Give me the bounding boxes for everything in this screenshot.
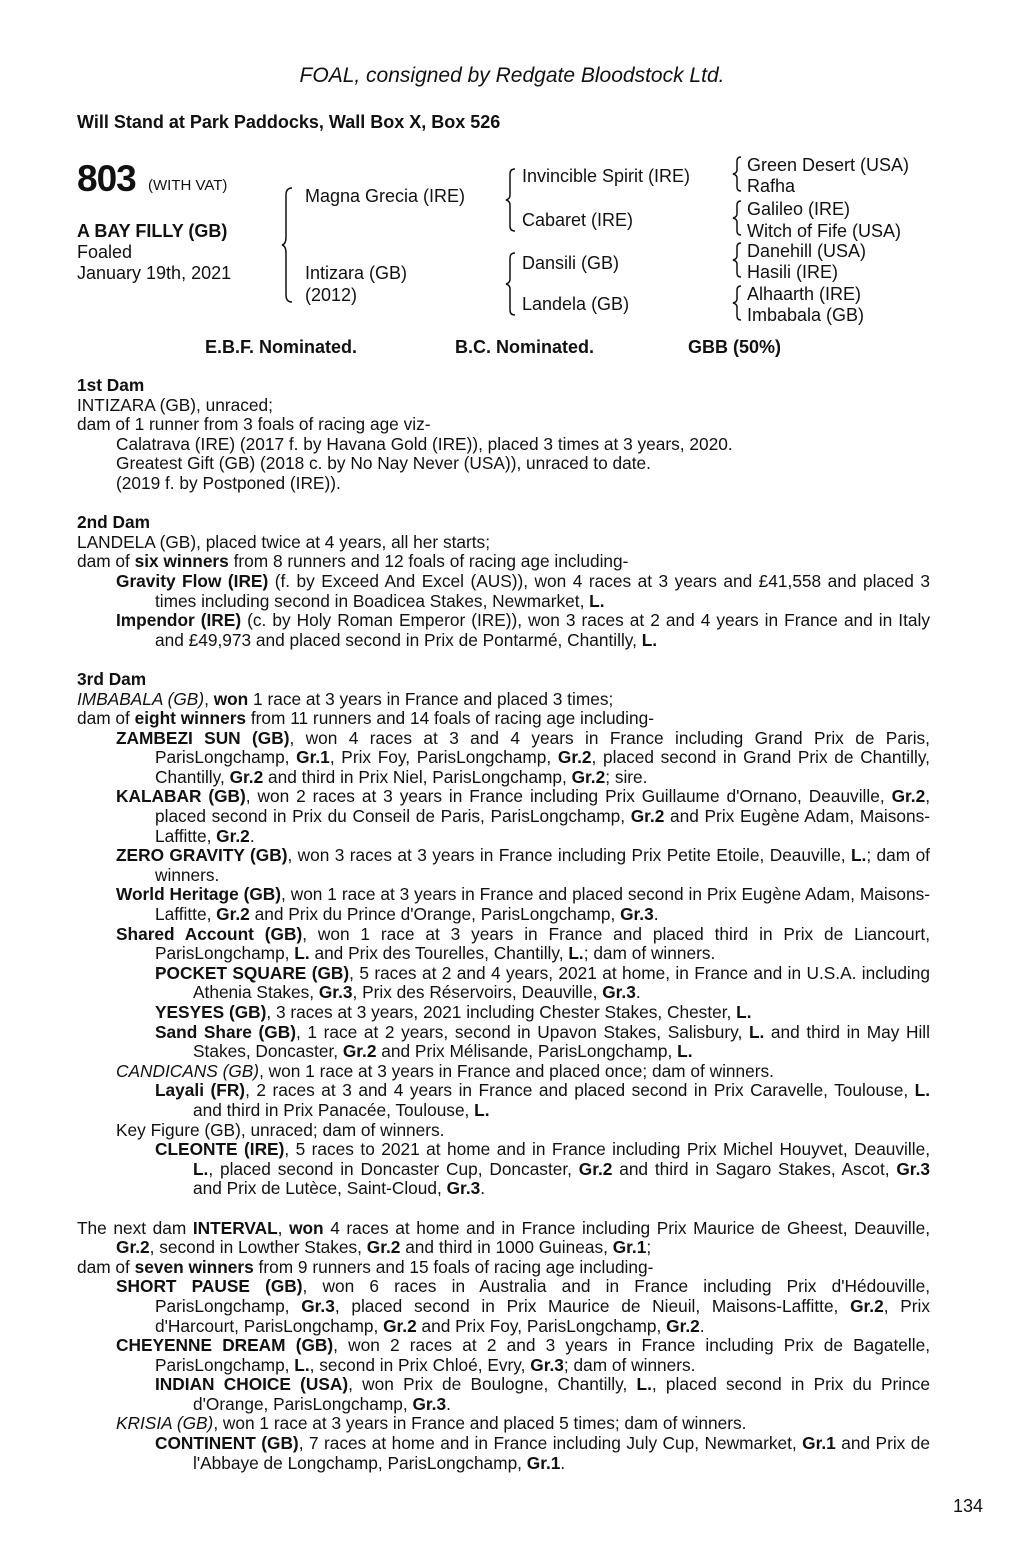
bold-text: L. bbox=[677, 1041, 693, 1062]
dam-brace-icon bbox=[506, 252, 518, 316]
entry-text: INTIZARA (GB), unraced; bbox=[77, 394, 273, 415]
entry-text: , 1 race at 2 years, second in Upavon Stakes, Salisbury, bbox=[295, 1021, 749, 1042]
produce-entry bbox=[77, 552, 930, 572]
bold-text: YESYES (GB) bbox=[155, 1002, 267, 1022]
produce-entry bbox=[77, 435, 930, 455]
entry-text: , second in Lowther Stakes, bbox=[149, 1237, 367, 1258]
entry-text: from 9 runners and 15 foals of racing age including- bbox=[253, 1256, 654, 1277]
produce-entry bbox=[77, 474, 930, 494]
section-heading: 3rd Dam bbox=[77, 668, 147, 689]
entry-text: , placed second in Prix Maurice de Nieuil, Maisons-Laffitte, bbox=[334, 1295, 851, 1316]
bold-text: Gr.2 bbox=[666, 1315, 700, 1336]
entry-text: , bbox=[277, 1217, 290, 1238]
page-number: 134 bbox=[953, 1496, 984, 1516]
great-grandparent: Rafha bbox=[747, 176, 796, 196]
bold-text: Gr.1 bbox=[612, 1237, 647, 1258]
gg-brace-icon bbox=[732, 285, 744, 321]
entry-text: . bbox=[480, 1178, 486, 1199]
entry-text: , 5 races to 2021 at home and in France including Prix Michel Houyvet, Deauville, bbox=[284, 1139, 930, 1160]
entry-text: LANDELA (GB), placed twice at 4 years, all her starts; bbox=[77, 531, 490, 552]
produce-entry bbox=[77, 415, 930, 435]
entry-text: and third in Sagaro Stakes, Ascot, bbox=[612, 1158, 897, 1179]
great-grandparent: Alhaarth (IRE) bbox=[747, 284, 862, 304]
bold-text: Gr.2 bbox=[850, 1295, 884, 1316]
produce-entry bbox=[77, 729, 930, 788]
great-grandparent: Hasili (IRE) bbox=[747, 262, 839, 282]
produce-entry bbox=[77, 709, 930, 729]
stand-location: Will Stand at Park Paddocks, Wall Box X, Box 526 bbox=[77, 112, 501, 132]
produce-entry bbox=[77, 611, 930, 650]
entry-text: dam of bbox=[77, 551, 135, 572]
entry-text: and Prix Foy, ParisLongchamp, bbox=[416, 1315, 667, 1336]
produce-entry bbox=[77, 690, 930, 710]
bold-text: L. bbox=[748, 1021, 765, 1042]
produce-entry bbox=[77, 925, 930, 964]
bold-text: Gr.2 bbox=[630, 806, 665, 827]
entry-text: , placed second in Prix du Prince d'Orange, ParisLongchamp, bbox=[193, 1374, 930, 1414]
entry-text: , placed second in Grand Prix de Chantilly, Chantilly, bbox=[155, 747, 930, 787]
entry-text: Greatest Gift (GB) (2018 c. by No Nay Never (USA)), unraced to date. bbox=[116, 453, 651, 474]
sire-brace-icon bbox=[506, 168, 518, 232]
bold-text: Shared Account (GB) bbox=[116, 923, 303, 944]
bold-text: L. bbox=[193, 1158, 209, 1179]
entry-text: . bbox=[249, 825, 255, 846]
produce-entry bbox=[77, 846, 930, 885]
foaled-label: Foaled bbox=[77, 242, 133, 262]
entry-text: , placed second in Prix du Conseil de Paris, ParisLongchamp, bbox=[155, 786, 931, 827]
produce-entry bbox=[77, 1434, 930, 1473]
produce-entry bbox=[77, 396, 930, 416]
entry-text: , won 1 race at 3 years in France and placed once; dam of winners. bbox=[259, 1060, 774, 1081]
produce-entry bbox=[77, 1121, 930, 1141]
entry-text: from 11 runners and 14 foals of racing age including- bbox=[246, 708, 654, 729]
entry-text: , won 2 races at 2 and 3 years in France including Prix de Bagatelle, ParisLongchamp, bbox=[155, 1335, 930, 1375]
entry-text: dam of 1 runner from 3 foals of racing age viz- bbox=[77, 414, 431, 435]
entry-text: (f. by Exceed And Excel (AUS)), won 4 races at 3 years and £41,558 and placed 3 times including second in Boadicea Stakes, Newmarket, bbox=[155, 570, 930, 611]
entry-text: . bbox=[560, 1452, 566, 1473]
consignor-title: FOAL, consigned by Redgate Bloodstock Ltd. bbox=[299, 64, 725, 87]
entry-text: Calatrava (IRE) (2017 f. by Havana Gold (IRE)), placed 3 times at 3 years, 2020. bbox=[116, 433, 733, 454]
bold-text: SHORT PAUSE (GB) bbox=[116, 1276, 303, 1297]
produce-entry bbox=[77, 1277, 930, 1336]
bold-text: L. bbox=[914, 1080, 930, 1101]
bold-text: Gr.3 bbox=[530, 1354, 564, 1375]
bold-text: Gr.1 bbox=[802, 1433, 836, 1454]
bold-text: seven winners bbox=[134, 1256, 254, 1277]
bold-text: CONTINENT (GB) bbox=[155, 1433, 299, 1454]
gg-brace-icon bbox=[732, 242, 744, 278]
italic-text: IMBABALA (GB) bbox=[77, 688, 205, 709]
bold-text: INTERVAL bbox=[192, 1217, 278, 1238]
bold-text: INDIAN CHOICE (USA) bbox=[155, 1374, 349, 1395]
entry-text: ; sire. bbox=[605, 766, 648, 787]
bold-text: Gr.1 bbox=[296, 747, 330, 768]
entry-text: and Prix du Prince d'Orange, ParisLongchamp, bbox=[249, 904, 621, 925]
entry-text: , 3 races at 3 years, 2021 including Chester Stakes, Chester, bbox=[266, 1002, 737, 1022]
bold-text: Gravity Flow (IRE) bbox=[116, 570, 269, 591]
sire: Magna Grecia (IRE) bbox=[305, 186, 466, 206]
bold-text: Gr.2 bbox=[571, 766, 606, 787]
bold-text: POCKET SQUARE (GB) bbox=[155, 962, 350, 983]
sire-sire: Invincible Spirit (IRE) bbox=[522, 166, 691, 186]
entry-text: . bbox=[653, 904, 659, 925]
produce-entry bbox=[77, 964, 930, 1003]
bold-text: Gr.3 bbox=[301, 1295, 335, 1316]
dam-section bbox=[77, 376, 930, 494]
dam-section bbox=[77, 513, 930, 650]
produce-entry bbox=[77, 572, 930, 611]
entry-text: 4 races at home and in France including Prix Maurice de Gheest, Deauville, bbox=[323, 1217, 930, 1238]
entry-text: and third in Prix Niel, ParisLongchamp, bbox=[263, 766, 572, 787]
bold-text: Layali (FR) bbox=[155, 1080, 246, 1101]
entry-text: , 2 races at 3 and 4 years in France and placed second in Prix Caravelle, Toulouse, bbox=[245, 1080, 915, 1101]
bold-text: Gr.3 bbox=[412, 1393, 447, 1414]
produce-entry bbox=[77, 1258, 930, 1278]
entry-text: and third in 1000 Guineas, bbox=[400, 1237, 613, 1258]
bold-text: Gr.3 bbox=[602, 982, 636, 1003]
gg-brace-icon bbox=[732, 200, 744, 236]
produce-entry bbox=[77, 1003, 930, 1023]
ebf-nomination: E.B.F. Nominated. bbox=[205, 337, 358, 357]
italic-text: KRISIA (GB) bbox=[116, 1413, 214, 1434]
bold-text: Gr.1 bbox=[526, 1452, 561, 1473]
bold-text: L. bbox=[294, 943, 310, 964]
bold-text: Gr.3 bbox=[446, 1178, 481, 1199]
bold-text: Gr.2 bbox=[116, 1237, 150, 1258]
entry-text: from 8 runners and 12 foals of racing age including- bbox=[228, 551, 629, 572]
produce-entry bbox=[77, 454, 930, 474]
italic-text: CANDICANS (GB) bbox=[116, 1060, 260, 1081]
entry-text: (c. by Holy Roman Emperor (IRE)), won 3 races at 2 and 4 years in France and in Italy and £49,973 and placed second in Prix de Pontarmé, Chantilly, bbox=[155, 610, 930, 650]
entry-text: and Prix Eugène Adam, Maisons-Laffitte, bbox=[155, 806, 931, 846]
bold-text: eight winners bbox=[134, 708, 247, 729]
entry-text: , bbox=[204, 688, 214, 709]
bold-text: Impendor (IRE) bbox=[116, 610, 242, 631]
produce-entry bbox=[77, 1023, 930, 1062]
bold-text: Gr.2 bbox=[557, 747, 592, 768]
entry-text: . bbox=[446, 1393, 451, 1414]
great-grandparent: Imbabala (GB) bbox=[747, 305, 865, 325]
bold-text: Gr.2 bbox=[891, 786, 926, 807]
gbb-note: GBB (50%) bbox=[688, 337, 782, 357]
great-grandparent: Green Desert (USA) bbox=[747, 155, 910, 175]
entry-text: , Prix des Réservoirs, Deauville, bbox=[352, 982, 603, 1003]
entry-text: and Prix de Lutèce, Saint-Cloud, bbox=[193, 1178, 447, 1199]
bold-text: L. bbox=[294, 1354, 310, 1375]
produce-entry bbox=[77, 787, 930, 846]
produce-entry bbox=[77, 1219, 930, 1258]
entry-text: , won 1 race at 3 years in France and placed third in Prix de Liancourt, ParisLongchamp, bbox=[155, 923, 930, 964]
lot-description: A BAY FILLY (GB) bbox=[77, 221, 228, 241]
entry-text: (2019 f. by Postponed (IRE)). bbox=[116, 472, 341, 493]
sire-dam: Cabaret (IRE) bbox=[522, 210, 634, 230]
produce-entry bbox=[77, 1081, 930, 1120]
bold-text: CHEYENNE DREAM (GB) bbox=[116, 1335, 334, 1356]
great-grandparent: Witch of Fife (USA) bbox=[747, 221, 902, 241]
bold-text: Gr.2 bbox=[578, 1158, 613, 1179]
vat-note: (WITH VAT) bbox=[148, 177, 228, 194]
entry-text: , 7 races at home and in France including July Cup, Newmarket, bbox=[298, 1433, 803, 1454]
bold-text: won bbox=[289, 1217, 324, 1238]
entry-text: dam of bbox=[77, 1256, 135, 1277]
lot-number: 803 bbox=[77, 158, 136, 199]
produce-entry bbox=[77, 1375, 930, 1414]
entry-text: ; dam of winners. bbox=[155, 845, 930, 885]
bold-text: ZERO GRAVITY (GB) bbox=[116, 845, 288, 866]
entry-text: , won 1 race at 3 years in France and placed 5 times; dam of winners. bbox=[213, 1413, 747, 1434]
bold-text: KALABAR (GB) bbox=[116, 786, 246, 807]
bold-text: L. bbox=[736, 1002, 752, 1022]
bold-text: Gr.3 bbox=[896, 1158, 930, 1179]
bold-text: Gr.2 bbox=[216, 825, 250, 846]
dam-section bbox=[77, 1219, 930, 1474]
bold-text: CLEONTE (IRE) bbox=[155, 1139, 285, 1160]
gg-brace-icon bbox=[732, 156, 744, 192]
bold-text: Gr.2 bbox=[342, 1041, 377, 1062]
bold-text: L. bbox=[641, 629, 658, 650]
dam-section bbox=[77, 670, 930, 1199]
bold-text: L. bbox=[589, 590, 605, 611]
bold-text: Gr.2 bbox=[216, 904, 250, 925]
entry-text: , Prix Foy, ParisLongchamp, bbox=[329, 747, 558, 768]
bold-text: L. bbox=[474, 1099, 490, 1120]
bold-text: L. bbox=[636, 1374, 652, 1395]
entry-text: 1 race at 3 years in France and placed 3 times; bbox=[248, 688, 614, 709]
great-grandparent: Danehill (USA) bbox=[747, 241, 867, 261]
bold-text: Gr.2 bbox=[229, 766, 264, 787]
produce-entry bbox=[77, 1062, 930, 1082]
produce-entry bbox=[77, 1140, 930, 1199]
entry-text: and Prix des Tourelles, Chantilly, bbox=[309, 943, 569, 964]
bold-text: Gr.2 bbox=[383, 1315, 417, 1336]
pedigree-brace-icon bbox=[282, 187, 296, 303]
bold-text: won bbox=[213, 688, 249, 709]
bold-text: Gr.2 bbox=[366, 1237, 401, 1258]
foaled-date: January 19th, 2021 bbox=[77, 263, 232, 283]
entry-text: ; dam of winners. bbox=[583, 943, 716, 964]
entry-text: and Prix de l'Abbaye de Longchamp, ParisLongchamp, bbox=[193, 1433, 930, 1473]
dam: Intizara (GB) bbox=[305, 263, 408, 283]
entry-text: , won 3 races at 3 years in France including Prix Petite Etoile, Deauville, bbox=[287, 845, 851, 866]
entry-text: ; dam of winners. bbox=[563, 1354, 696, 1375]
bc-nomination: B.C. Nominated. bbox=[455, 337, 595, 357]
bold-text: Gr.3 bbox=[620, 904, 654, 925]
entry-text: , placed second in Doncaster Cup, Doncaster, bbox=[208, 1158, 579, 1179]
entry-text: The next dam bbox=[77, 1217, 193, 1238]
entry-text: ; bbox=[646, 1237, 652, 1258]
bold-text: World Heritage (GB) bbox=[116, 884, 282, 905]
dam-sire: Dansili (GB) bbox=[522, 253, 620, 273]
entry-text: , won 2 races at 3 years in France including Prix Guillaume d'Ornano, Deauville, bbox=[245, 786, 892, 807]
entry-text: and Prix Mélisande, ParisLongchamp, bbox=[376, 1041, 678, 1062]
produce-entry bbox=[77, 885, 930, 924]
entry-text: , second in Prix Chloé, Evry, bbox=[309, 1354, 531, 1375]
entry-text: , won Prix de Boulogne, Chantilly, bbox=[348, 1374, 637, 1395]
dam-year: (2012) bbox=[305, 285, 358, 305]
entry-text: and third in May Hill Stakes, Doncaster, bbox=[193, 1021, 930, 1062]
entry-text: , 5 races at 2 and 4 years, 2021 at home, in France and in U.S.A. including Athenia Stakes, bbox=[193, 962, 930, 1003]
dam-dam: Landela (GB) bbox=[522, 294, 630, 314]
entry-text: . bbox=[699, 1315, 705, 1336]
bold-text: Sand Share (GB) bbox=[155, 1021, 296, 1042]
entry-text: dam of bbox=[77, 708, 135, 729]
bold-text: ZAMBEZI SUN (GB) bbox=[116, 727, 290, 748]
entry-text: Key Figure (GB), unraced; dam of winners. bbox=[116, 1119, 445, 1140]
dam-line-body bbox=[77, 376, 930, 1493]
bold-text: Gr.3 bbox=[318, 982, 353, 1003]
bold-text: L. bbox=[851, 845, 867, 866]
entry-text: , won 1 race at 3 years in France and placed second in Prix Eugène Adam, Maisons-Laffitte, bbox=[155, 884, 930, 925]
great-grandparent: Galileo (IRE) bbox=[747, 199, 851, 219]
produce-entry bbox=[77, 1336, 930, 1375]
produce-entry bbox=[77, 1414, 930, 1434]
bold-text: six winners bbox=[134, 551, 229, 572]
entry-text: and third in Prix Panacée, Toulouse, bbox=[193, 1099, 475, 1120]
entry-text: , Prix d'Harcourt, ParisLongchamp, bbox=[155, 1295, 930, 1336]
section-heading: 1st Dam bbox=[77, 375, 145, 395]
entry-text: . bbox=[635, 982, 641, 1003]
produce-entry bbox=[77, 533, 930, 553]
entry-text: , won 6 races in Australia and in France including Prix d'Hédouville, ParisLongchamp, bbox=[155, 1276, 930, 1316]
section-heading: 2nd Dam bbox=[77, 512, 150, 533]
entry-text: , won 4 races at 3 and 4 years in France including Grand Prix de Paris, ParisLongchamp, bbox=[155, 727, 930, 768]
bold-text: L. bbox=[568, 943, 584, 964]
